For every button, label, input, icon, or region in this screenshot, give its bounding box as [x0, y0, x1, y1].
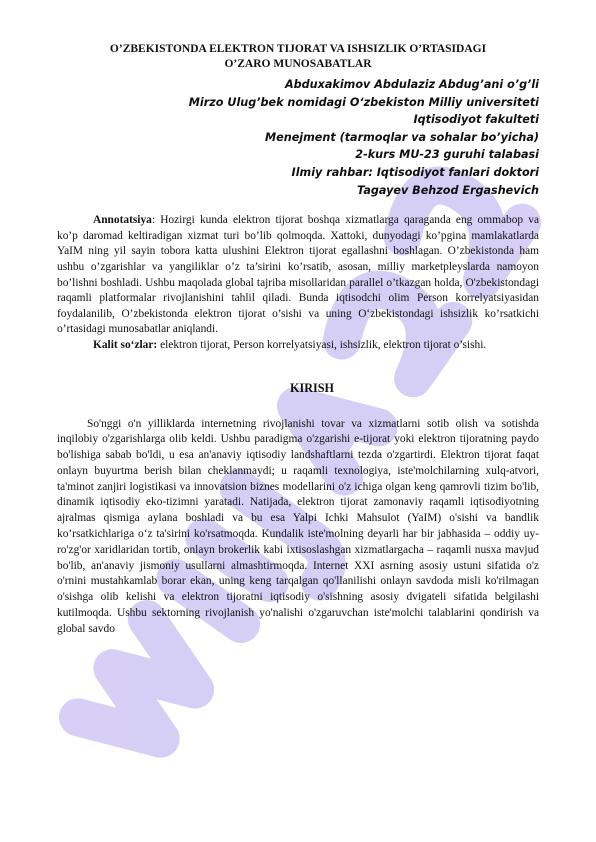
abstract-paragraph [57, 213, 539, 338]
paper-title-line-2: O’ZARO MUNOSABATLAR [224, 58, 372, 70]
author-group: 2-kurs MU-23 guruhi talabasi [355, 148, 539, 162]
abstract-text: : Hozirgi kunda elektron tijorat boshqa xizmatlarga qaraganda eng ommabop va ko’p daromad keltiradigan xizmat turi bo’lib qolmoqda. Xattoki, dunyodagi ko’pgina mamlakatlarda YaIM ning yil sayin tobora katta ulushini Elektron tijorat egallashni boshlagan. O’zbekistonda ham ushbu o’zgarishlar va yangiliklar o’z ta’sirini ko’rsatib, asosan, milliy marketpleyslarda namoyon bo’lishni boshladi. Ushbu maqolada global tajriba misollaridan parallel o’tkazgan holda, O'zbekistondagi raqamli platformalar rivojlanishini tahlil qiladi. Bunda iqtisodchi olim Person korrelyatsiyasidan foydalanilib, O’zbekistonda elektron tijorat o’sishi va uning O‘zbekistondagi ishsizlik ko’rsatkichi o’rtasidagi munosabatlar aniqlandi. [57, 214, 539, 336]
supervisor-name: Tagayev Behzod Ergashevich [357, 183, 539, 197]
keywords-text: elektron tijorat, Person korrelyatsiyasi, ishsizlik, elektron tijorat o’sishi. [157, 338, 487, 351]
author-university: Mirzo Ulug’bek nomidagi O‘zbekiston Milliy universiteti [188, 95, 539, 109]
section-heading: KIRISH [289, 380, 335, 395]
abstract-label: Annotatsiya [93, 214, 152, 227]
paper-title-line-1: O’ZBEKISTONDA ELEKTRON TIJORAT VA ISHSIZLIK O’RTASIDAGI [109, 43, 487, 55]
author-major: Menejment (tarmoqlar va sohalar bo’yicha) [265, 130, 539, 144]
supervisor-title: Ilmiy rahbar: Iqtisodiyot fanlari doktori [291, 165, 539, 179]
paper-title [57, 42, 539, 72]
author-name: Abduxakimov Abdulaziz Abdug’ani o’g’li [285, 78, 539, 91]
author-faculty: Iqtisodiyot fakulteti [413, 113, 539, 127]
keywords-paragraph [57, 338, 539, 354]
intro-paragraph: So'nggi o'n yilliklarda internetning rivojlanishi tovar va xizmatlarni sotib olish va sotishda inqilobiy o'zgarishlarga olib keldi. Ushbu paradigma o'zgarishi e-tijorat yoki elektron tijoratning paydo bo'lishiga sabab bo'ldi, u esa an'anaviy iqtisodiy landshaftlarni tezda o'zgartirdi. Elektron tijorat faqat onlayn buyurtma berish bilan cheklanmaydi; u raqamli texnologiya, iste'molchilarning xulq-atvori, ta'minot zanjiri logistikasi va innovatsion biznes modellarini o'z ichiga olgan keng qamrovli tizim bo'lib, dinamik iqtisodiy eko-tizimni yaratadi. Natijada, elektron tijorat zamonaviy raqamli iqtisodiyotning ajralmas qismiga aylana boshladi va bu esa Yalpi Ichki Mahsulot (YaIM) o'sishi va bandlik ko’rsatkichlariga o‘z ta'sirini ko'rsatmoqda. Kundalik iste'molning deyarli har bir jabhasida – oddiy uy-ro'zg'or xaridlaridan tortib, onlayn brokerlik kabi ixtisoslashgan xizmatlargacha – raqamli nusxa mavjud bo'lib, an'anaviy jismoniy usullarni almashtirmoqda. Internet XXI asrning asosiy ustuni sifatida o'z o'rnini mustahkamlab borar ekan, uning keng tarqalgan qo'llanilishi onlayn savdoda misli ko'rilmagan o'sishga olib kelishi va elektron tijoratni iqtisodiy o'sishning asosiy dvigateli sifatida belgilashi kutilmoqda. Ushbu sektorning rivojlanish yo'nalishi o'zgaruvchan iste'molchi talablarini qondirish va global savdo [57, 417, 539, 635]
keywords-label: Kalit so‘zlar: [93, 338, 158, 351]
abstract-section [57, 213, 539, 353]
author-block [57, 76, 539, 199]
